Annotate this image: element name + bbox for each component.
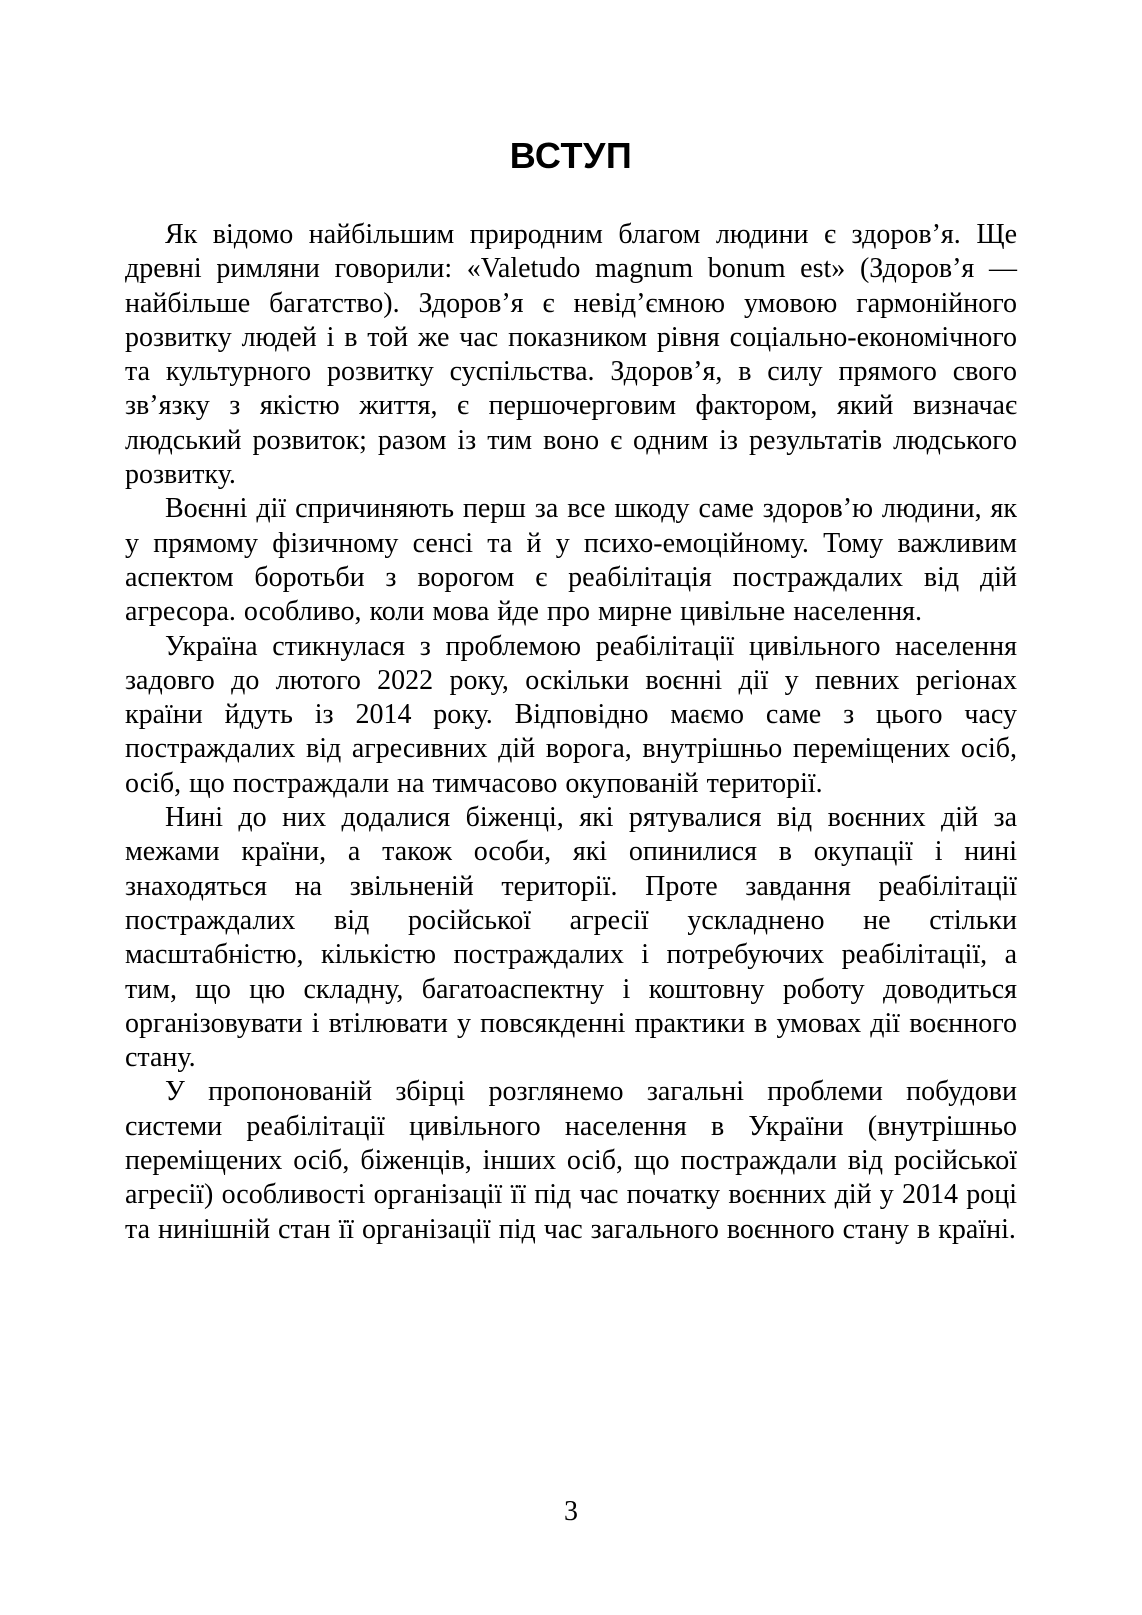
paragraph: Воєнні дії спричиняють перш за все шкоду саме здоров’ю людини, як у прямому фізичному сенсі та й у психо-емоційному. Тому важливим аспектом боротьби з ворогом є реабілітація постраждалих від дій агресора. особливо, коли мова йде про мирне цивільне населення. xyxy=(125,493,1017,628)
paragraph: Як відомо найбільшим природним благом людини є здоров’я. Ще древні римляни говорили: «Valetudo magnum bonum est» (Здоров’я — найбільше багатство). Здоров’я є невід’ємною умовою гармонійного розвитку людей і в той же час показником рівня соціально-економічного та культурного розвитку суспільства. Здоров’я, в силу прямого свого зв’язку з якістю життя, є першочерговим фактором, який визначає людський розвиток; разом із тим воно є одним із результатів людського розвитку. xyxy=(125,219,1017,491)
paragraph: У пропонованій збірці розглянемо загальні проблеми побудови системи реабілітації цивільного населення в України (внутрішньо переміщених осіб, біженців, інших осіб, що постраждали від російської агресії) особливості організації її під час початку воєнних дій у 2014 році та нинішній стан її організації під час загального воєнного стану в країні. xyxy=(125,1076,1017,1245)
page-number: 3 xyxy=(564,1496,578,1527)
page-title: ВСТУП xyxy=(509,135,633,176)
document-body xyxy=(125,218,1017,1247)
paragraph: Україна стикнулася з проблемою реабілітації цивільного населення задовго до лютого 2022 року, оскільки воєнні дії у певних регіонах країни йдуть із 2014 року. Відповідно маємо саме з цього часу постраждалих від агресивних дій ворога, внутрішньо переміщених осіб, осіб, що постраждали на тимчасово окупованій території. xyxy=(125,630,1017,799)
paragraph: Нині до них додалися біженці, які рятувалися від воєнних дій за межами країни, а також особи, які опинилися в окупації і нині знаходяться на звільненій території. Проте завдання реабілітації постраждалих від російської агресії ускладнено не стільки масштабністю, кількістю постраждалих і потребуючих реабілітації, а тим, що цю складну, багатоаспектну і коштовну роботу доводиться організовувати і втілювати у повсякденні практики в умовах дії воєнного стану. xyxy=(125,802,1017,1074)
